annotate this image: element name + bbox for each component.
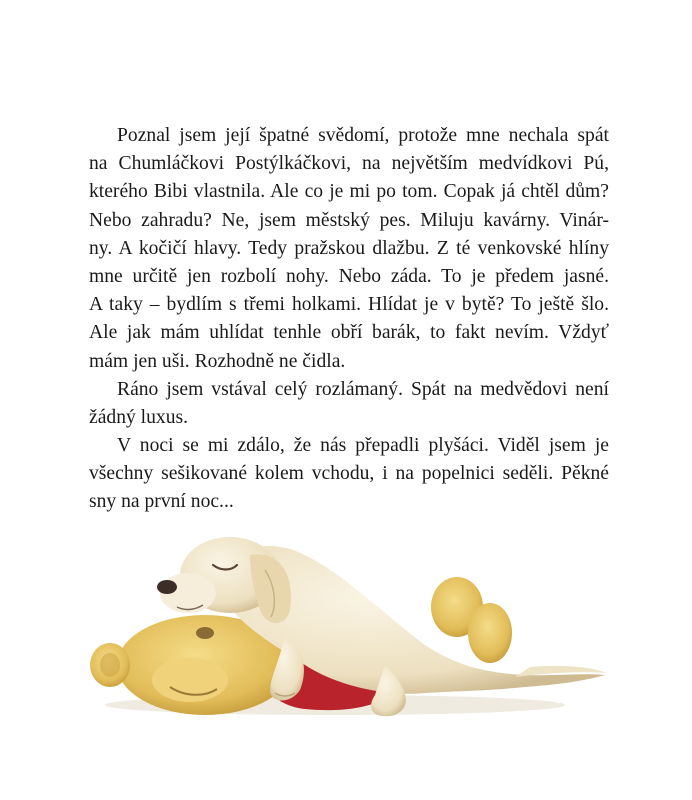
- text-line: mám jen uši. Rozhodně ne čidla.: [89, 350, 346, 372]
- text-line: V noci se mi zdálo, že nás přepadli plyšáci. Viděl jsem je: [117, 435, 609, 457]
- text-line: Ráno jsem vstával celý rozlámaný. Spát na medvědovi není: [117, 378, 609, 400]
- bear-nose: [196, 627, 214, 639]
- dog-nose: [157, 580, 177, 594]
- text-line: žádný luxus.: [89, 406, 189, 428]
- text-line: mne určitě jen rozbolí nohy. Nebo záda. To je předem jasné.: [89, 265, 609, 287]
- bear-foot: [468, 603, 512, 663]
- text-line: na Chumláčkovi Postýlkáčkovi, na největším medvídkovi Pú,: [89, 153, 609, 175]
- text-line: Poznal jsem její špatné svědomí, protože mne nechala spát: [117, 125, 609, 146]
- text-line: všechny sešikované kolem vchodu, i na popelnici seděli. Pěkné: [89, 463, 609, 485]
- text-line: A taky – bydlím s třemi holkami. Hlídat je v bytě? To ještě šlo.: [89, 294, 609, 316]
- text-line: Nebo zahradu? Ne, jsem městský pes. Miluju kavárny. Vinár-: [89, 209, 609, 231]
- text-line: Ale jak mám uhlídat tenhle obří barák, to fakt nevím. Vždyť: [89, 322, 609, 344]
- text-line: kterého Bibi vlastnila. Ale co je mi po tom. Copak já chtěl dům?: [89, 181, 609, 203]
- story-text: [89, 122, 609, 517]
- text-line: sny na první noc...: [89, 491, 234, 513]
- text-line: ny. A kočičí hlavy. Tedy pražskou dlažbu. Z té venkovské hlíny: [89, 237, 609, 259]
- sleeping-dog-on-teddy-bear-illustration: [85, 515, 615, 730]
